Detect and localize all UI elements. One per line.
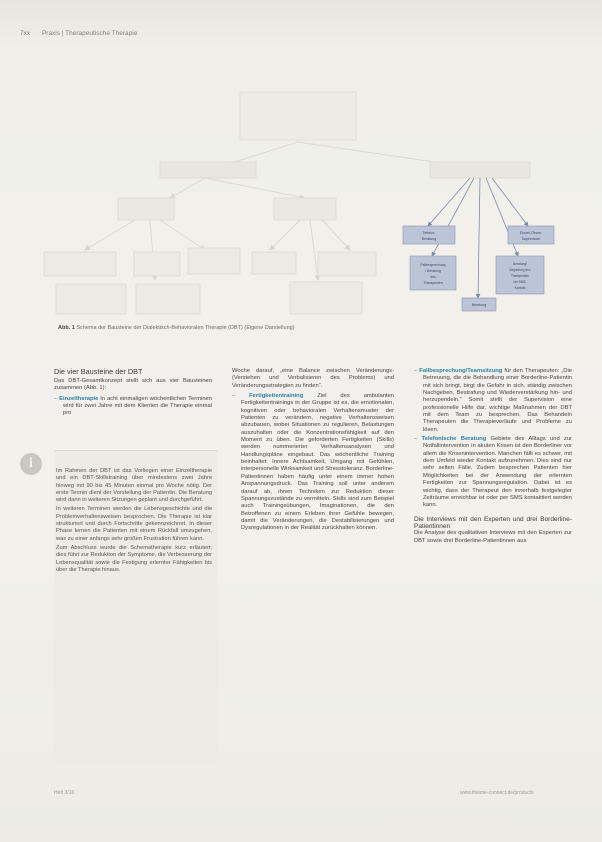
column-3 [414, 368, 572, 548]
section-heading: Die vier Bausteine der DBT [54, 367, 143, 376]
caption-text: Schema der Bausteine der Dialektisch-Behavioralen Therapie (DBT) (Eigene Darstellung) [76, 325, 295, 331]
svg-text:Therapeuten: Therapeuten [510, 274, 530, 278]
col3-bullet-1: – Fallbesprechung/Teamsitzung für den Therapeuten: „Die Betreuung, die die Behandlung einer Borderline-Patientin mit sich bringt, birgt die Gefahr in sich, ständig zwischen Nachgeben, Bestrafung und Wiederverstärkung hin- und herzupendeln.“ Somit stellt der Supervision eine professionelle Hilfe dar, wichtige Maßnahmen der DBT mit dem Team zu besprechen. Das Behandeln Therapeuten die Therapieverläufe und Probleme zu lösen. [414, 368, 572, 433]
diagram-l4-box-6 [56, 284, 126, 314]
page-number: 7xx [20, 30, 31, 37]
diagram-level3-right [274, 198, 336, 220]
svg-text:bei SMS-: bei SMS- [513, 280, 527, 284]
svg-text:Einzel-/Team-: Einzel-/Team- [520, 231, 542, 235]
section-title: Praxis | Therapeutische Therapie [41, 30, 138, 37]
footer-issue: Heft 3/16 [54, 790, 75, 796]
diagram-level2-right [430, 162, 530, 178]
diagram-l4-box-4 [252, 252, 296, 274]
info-paragraph-2: In weiteren Terminen werden die Lebensgeschichte und die Problemverhaltensweisen besprochen. Die Therapie ist klar strukturiert und durch Fortschritte gekennzeichnet. In dieser Phase lernen die Patienten mit einem Rückfall umzugehen, was zu einer anfangs sehr großen Frustration führen kann. [56, 506, 212, 542]
svg-text:/ Beratung: / Beratung [425, 269, 441, 273]
figure-caption [58, 325, 538, 331]
diagram-l4-box-5 [318, 252, 376, 276]
diagram-level3-left [118, 198, 174, 220]
svg-text:Telefon-: Telefon- [422, 231, 436, 235]
svg-text:des: des [430, 275, 436, 279]
subheading: Die Interviews mit den Experten und drei Borderline-Patientinnen [414, 515, 572, 530]
bullet-emph: Telefonische Beratung [421, 436, 487, 443]
column-2 [232, 368, 394, 535]
right-box-5 [462, 298, 496, 311]
footer-url: www.thieme-connect.de/products [460, 790, 534, 796]
svg-text:Begleitung des: Begleitung des [509, 268, 531, 272]
bullet-emph: Einzeltherapie [59, 395, 99, 402]
info-box-text [56, 468, 212, 576]
diagram-l4-box-8 [290, 282, 362, 314]
info-paragraph-3: Zum Abschluss wurde die Schematherapie kurz erläutert; dies führt zur Reduktion der Symptome, die Verbesserung der Lebensqualität sowie die Festigung erlernter Fähigkeiten bis über die Therapie hinaus. [56, 544, 212, 573]
right-box-1 [403, 226, 455, 244]
col1-bullet-1: – Einzeltherapie In acht einmaligen wöchentlichen Terminen wird für zwei Jahre mit dem Klienten die Therapie einmal pro [54, 395, 212, 417]
diagram-l4-box-2 [134, 252, 180, 276]
right-box-2 [508, 226, 554, 244]
col3-bullet-2: – Telefonische Beratung Gebiete des Alltags und zur Notfallintervention in akuten Krisen ist den Borderliner vor allem die Krisenintervention. Manchen fällt es schwer, mit dem Umfeld wieder Kontakt aufzunehmen. Dies sind nur sehr selten Fälle. Zudem besprechen Patienten hier Möglichkeiten bei der Anwendung der erlernten Fertigkeiten zur Spannungsregulation. Dabei ist es wichtig, dass der Therapeut den innerhalb festgelegter Zeiträume erreichbar ist oder per SMS kontaktiert werden kann. [414, 436, 572, 509]
bullet-text: Gebiete des Alltags und zur Notfallintervention in akuten Krisen ist den Borderliner vor allem die Krisenintervention. Manchen fällt es schwer, mit dem Umfeld wieder Kontakt aufzunehmen. Dies sind nur sehr selten Fälle. Zudem besprechen Patienten hier Möglichkeiten bei der Anwendung der erlernten Fertigkeiten zur Spannungsregulation. Dabei ist es wichtig, dass der Therapeut den innerhalb festgelegter Zeiträume erreichbar ist oder per SMS kontaktiert werden kann. [423, 436, 572, 509]
svg-text:Beratung: Beratung [421, 237, 437, 241]
bullet-text: für den Therapeuten: „Die Betreuung, die die Behandlung einer Borderline-Patientin mit sich bringt, birgt die Gefahr in sich, ständig zwischen Nachgeben, Bestrafung und Wiederverstärkung hin- und herzupendeln.“ Somit stellt der Supervision eine professionelle Hilfe dar, wichtige Maßnahmen der DBT mit dem Team zu besprechen. Das Behandeln Therapeuten die Therapieverläufe und Probleme zu lösen. [423, 368, 572, 433]
dbt-diagram [0, 0, 602, 340]
diagram-l4-box-7 [136, 284, 200, 314]
svg-text:Beratung/: Beratung/ [513, 262, 527, 266]
bullet-text: Ziel des ambulanten Fertigkeitentrainings in der Gruppe ist es, die emotionalen, kognitiven oder behavioralen Verhaltensmuster der Patienten zu verändern, negative Verhaltensweisen abzubauen, wobei Situationen zu regulieren, Belastungen auszuhalten oder die Konzentrationsfähigkeit auf den Moment zu üben. Die geforderten Fertigkeiten (Skills) werden nummerierter Verhaltensanalysen und Handlungspläne eingebaut. Das wöchentliche Training beinhaltet: Innere Achtsamkeit, Umgang mit Gefühlen, interpersonelle Wirksamkeit und Stresstoleranz. Borderline-Patientinnen haben häufig unter einem immer hohen Anspannungsdruck. Das Training soll unter anderem darauf ab, ihnen Techniken zur Reduktion dieser Spannungszustände zu vermitteln. Skills sind zum Beispiel auch Trainingsübungen, Imaginationen, die den Betroffenen zu einem Erleben ihrer Gefühle bewegen, damit die Veränderungen, die Destabilisierungen und Dysregulationen in der Realität zurückhalten können. [241, 393, 394, 532]
col2-paragraph-1: Woche darauf, „eine Balance zwischen Veränderungs- (Verstehen und Verbalisieren des Problems) und Veränderungsstrategien zu finden“. [232, 368, 394, 389]
info-paragraph-1: Im Rahmen der DBT ist das Vorliegen einer Einzeltherapie und ein DBT-Skillstraining über mindestens zwei Jahre hinweg mit 90 bis 45 Minuten einmal pro Woche nötig. Der erste Termin dient der Vorstellung der Patientin. Die Beratung wird dann in weiteren Sitzungen geplant und durchgeführt. [56, 468, 212, 504]
svg-text:Beratung: Beratung [471, 303, 487, 307]
bullet-text: In acht einmaligen wöchentlichen Terminen wird für zwei Jahre mit dem Klienten die Therapie einmal pro [63, 395, 212, 417]
diagram-level2-left [160, 162, 256, 178]
diagram-l4-box-1 [44, 252, 116, 276]
diagram-l4-box-3 [188, 248, 240, 274]
col1-intro: Das DBT-Gesamtkonzept stellt sich aus vier Bausteinen zusammen (Abb. 1): [54, 378, 212, 392]
right-box-3 [410, 256, 456, 290]
svg-text:Kontakt: Kontakt [514, 286, 526, 290]
col3-paragraph-end: Die Analyse des qualitativen Interviews mit den Experten zur DBT sowie drei Borderline-Patientinnen aus [414, 530, 572, 544]
diagram-top-box [240, 92, 356, 140]
info-icon: i [20, 453, 42, 475]
svg-text:Supervision: Supervision [521, 237, 541, 241]
bullet-emph: Fertigkeitentraining [249, 393, 304, 400]
right-box-4 [496, 256, 544, 294]
column-1 [54, 368, 212, 420]
caption-label: Abb. 1 [58, 325, 75, 331]
svg-text:Therapeuten: Therapeuten [423, 281, 443, 285]
svg-text:Fallbesprechung: Fallbesprechung [420, 263, 446, 267]
bullet-emph: Fallbesprechung/Teamsitzung [419, 368, 503, 374]
col2-bullet: – Fertigkeitentraining Ziel des ambulanten Fertigkeitentrainings in der Gruppe ist es, die emotionalen, kognitiven oder behavioralen Verhaltensmuster der Patienten zu verändern, negative Verhaltensweisen abzubauen, wobei Situationen zu regulieren, Belastungen auszuhalten oder die Konzentrationsfähigkeit auf den Moment zu üben. Die geforderten Fertigkeiten (Skills) werden nummerierter Verhaltensanalysen und Handlungspläne eingebaut. Das wöchentliche Training beinhaltet: Innere Achtsamkeit, Umgang mit Gefühlen, interpersonelle Wirksamkeit und Stresstoleranz. Borderline-Patientinnen haben häufig unter einem immer hohen Anspannungsdruck. Das Training soll unter anderem darauf ab, ihnen Techniken zur Reduktion dieser Spannungszustände zu vermitteln. Skills sind zum Beispiel auch Trainingsübungen, Imaginationen, die den Betroffenen zu einem Erleben ihrer Gefühle bewegen, damit die Veränderungen, die Destabilisierungen und Dysregulationen in der Realität zurückhalten können. [232, 393, 394, 532]
